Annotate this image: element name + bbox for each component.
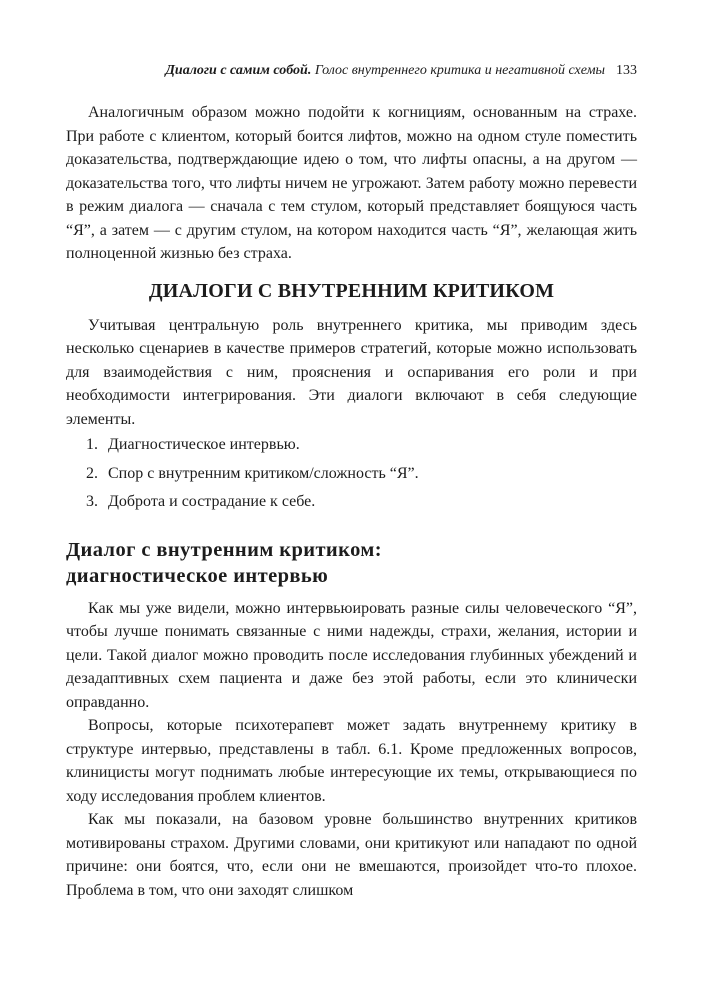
section-heading: ДИАЛОГИ С ВНУТРЕННИМ КРИТИКОМ <box>148 279 555 302</box>
body-paragraph: Как мы показали, на базовом уровне большинство внутренних критиков мотивированы страхом. Другими словами, они критикуют или нападают по одной причине: они боятся, что, если они не вмешаются, произойдет что-то плохое. Проблема в том, что они заходят слишком <box>66 811 637 899</box>
running-head-bold: Диалоги с самим собой. <box>165 63 312 78</box>
list-item-text: Спор с внутренним критиком/сложность “Я”. <box>108 464 419 482</box>
page-body <box>66 101 637 902</box>
list-item-number: 1. <box>86 436 98 453</box>
list-item <box>66 490 637 514</box>
list-item-number: 2. <box>86 464 98 482</box>
running-head <box>0 63 703 83</box>
body-paragraph: Как мы уже видели, можно интервьюировать разные силы человеческого “Я”, чтобы лучше понимать связанные с ними надежды, страхи, желания, истории и цели. Такой диалог можно проводить после исследования глубинных убеждений и дезадаптивных схем пациента и даже без этой работы, если это клинически оправданно. <box>66 599 637 711</box>
subsection-heading-line1: Диалог с внутренним критиком: <box>66 538 382 561</box>
intro-paragraph: Аналогичным образом можно подойти к когнициям, основанным на страхе. При работе с клиентом, который боится лифтов, можно на одном стуле поместить доказательства, подтверждающие идею о том, что лифты опасны, а на другом — доказательства того, что лифты ничем не угрожают. Затем работу можно перевести в режим диалога — сначала с тем стулом, который представляет боящуюся часть “Я”, а затем — с другим стулом, на котором находится часть “Я”, желающая жить полноценной жизнью без страха. <box>66 104 637 262</box>
list-item-text: Доброта и сострадание к себе. <box>108 493 316 510</box>
subsection-heading <box>66 537 637 589</box>
section-paragraph: Учитывая центральную роль внутреннего критика, мы приводим здесь несколько сценариев в качестве примеров стратегий, которые можно использовать для взаимодействия с ним, прояснения и оспаривания его роли и при необходимости интегрирования. Эти диалоги включают в себя следующие элементы. <box>66 316 637 428</box>
list-item-text: Диагностическое интервью. <box>108 436 300 453</box>
list-item-number: 3. <box>86 493 98 510</box>
running-head-title <box>165 63 605 79</box>
list-item <box>66 433 637 457</box>
list-item <box>66 462 637 486</box>
subsection-heading-line2: диагностическое интервью <box>66 564 329 587</box>
body-paragraph: Вопросы, которые психотерапевт может задать внутреннему критику в структуре интервью, представлены в табл. 6.1. Кроме предложенных вопросов, клиницисты могут поднимать любые интересующие их темы, открывающиеся по ходу исследования проблем клиентов. <box>66 717 637 805</box>
elements-list <box>66 433 637 514</box>
page-number: 133 <box>616 63 637 78</box>
running-head-rest: Голос внутреннего критика и негативной схемы <box>314 63 605 78</box>
